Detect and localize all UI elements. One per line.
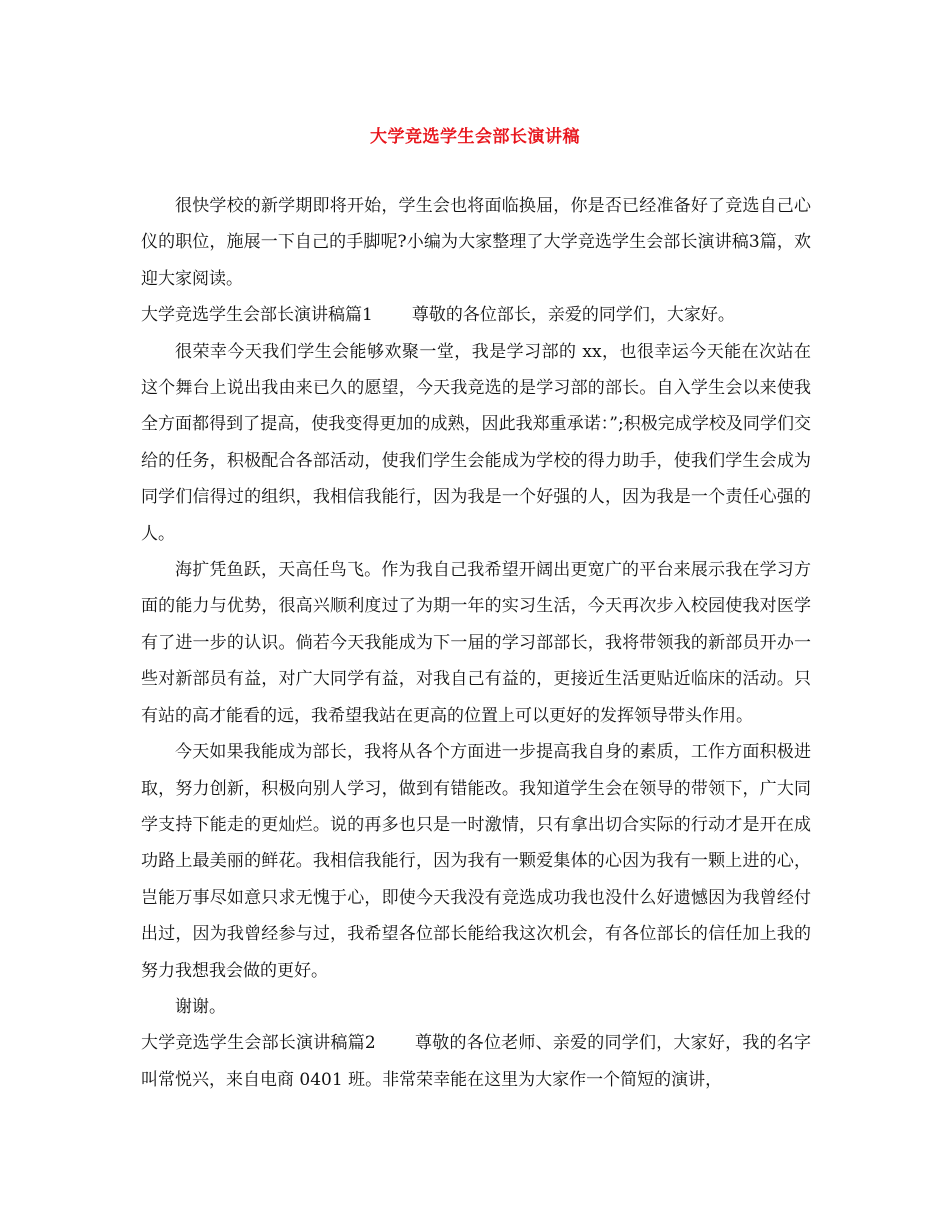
speech-1-closing: 谢谢。 — [175, 996, 226, 1017]
speech-2-first-paragraph — [141, 1025, 811, 1098]
speech-1-heading: 大学竞选学生会部长演讲稿篇1 — [141, 305, 373, 326]
speech-1-first-line — [141, 297, 811, 333]
document-title: 大学竞选学生会部长演讲稿 — [370, 127, 580, 147]
speech-2-heading: 大学竞选学生会部长演讲稿篇2 — [141, 1033, 376, 1054]
document-body — [141, 188, 811, 1098]
speech-1-paragraph-1: 很荣幸今天我们学生会能够欢聚一堂，我是学习部的 xx，也很幸运今天能在次站在这个舞台上说出我由来已久的愿望，今天我竞选的是学习部的部长。自入学生会以来使我全方面都得到了提高，使我变得更加的成熟，因此我郑重承诺：”;积极完成学校及同学们交给的任务，积极配合各部活动，使我们学生会能成为学校的得力助手，使我们学生会成为同学们信得过的组织，我相信我能行，因为我是一个好强的人，因为我是一个责任心强的人。 — [141, 341, 811, 544]
intro-paragraph: 很快学校的新学期即将开始，学生会也将面临换届，你是否已经准备好了竞选自己心仪的职位，施展一下自己的手脚呢?小编为大家整理了大学竞选学生会部长演讲稿3篇，欢迎大家阅读。 — [141, 196, 811, 289]
speech-1-greeting: 尊敬的各位部长，亲爱的同学们，大家好。 — [411, 305, 735, 326]
speech-1-paragraph-2: 海扩凭鱼跃，天高任鸟飞。作为我自己我希望开阔出更宽广的平台来展示我在学习方面的能力与优势，很高兴顺利度过了为期一年的实习生活，今天再次步入校园使我对医学有了进一步的认识。倘若今天我能成为下一届的学习部部长，我将带领我的新部员开办一些对新部员有益，对广大同学有益，对我自己有益的，更接近生活更贴近临床的活动。只有站的高才能看的远，我希望我站在更高的位置上可以更好的发挥领导带头作用。 — [141, 560, 811, 726]
speech-1-paragraph-3: 今天如果我能成为部长，我将从各个方面进一步提高我自身的素质，工作方面积极进取，努力创新，积极向别人学习，做到有错能改。我知道学生会在领导的带领下，广大同学支持下能走的更灿烂。说的再多也只是一时激情，只有拿出切合实际的行动才是开在成功路上最美丽的鲜花。我相信我能行，因为我有一颗爱集体的心因为我有一颗上进的心，岂能万事尽如意只求无愧于心，即使今天我没有竞选成功我也没什么好遗憾因为我曾经付出过，因为我曾经参与过，我希望各位部长能给我这次机会，有各位部长的信任加上我的努力我想我会做的更好。 — [141, 742, 811, 981]
speech-2-opening: 尊敬的各位老师、亲爱的同学们，大家好，我的名字叫常悦兴，来自电商 0401 班。非常荣幸能在这里为大家作一个简短的演讲， — [141, 1033, 811, 1090]
